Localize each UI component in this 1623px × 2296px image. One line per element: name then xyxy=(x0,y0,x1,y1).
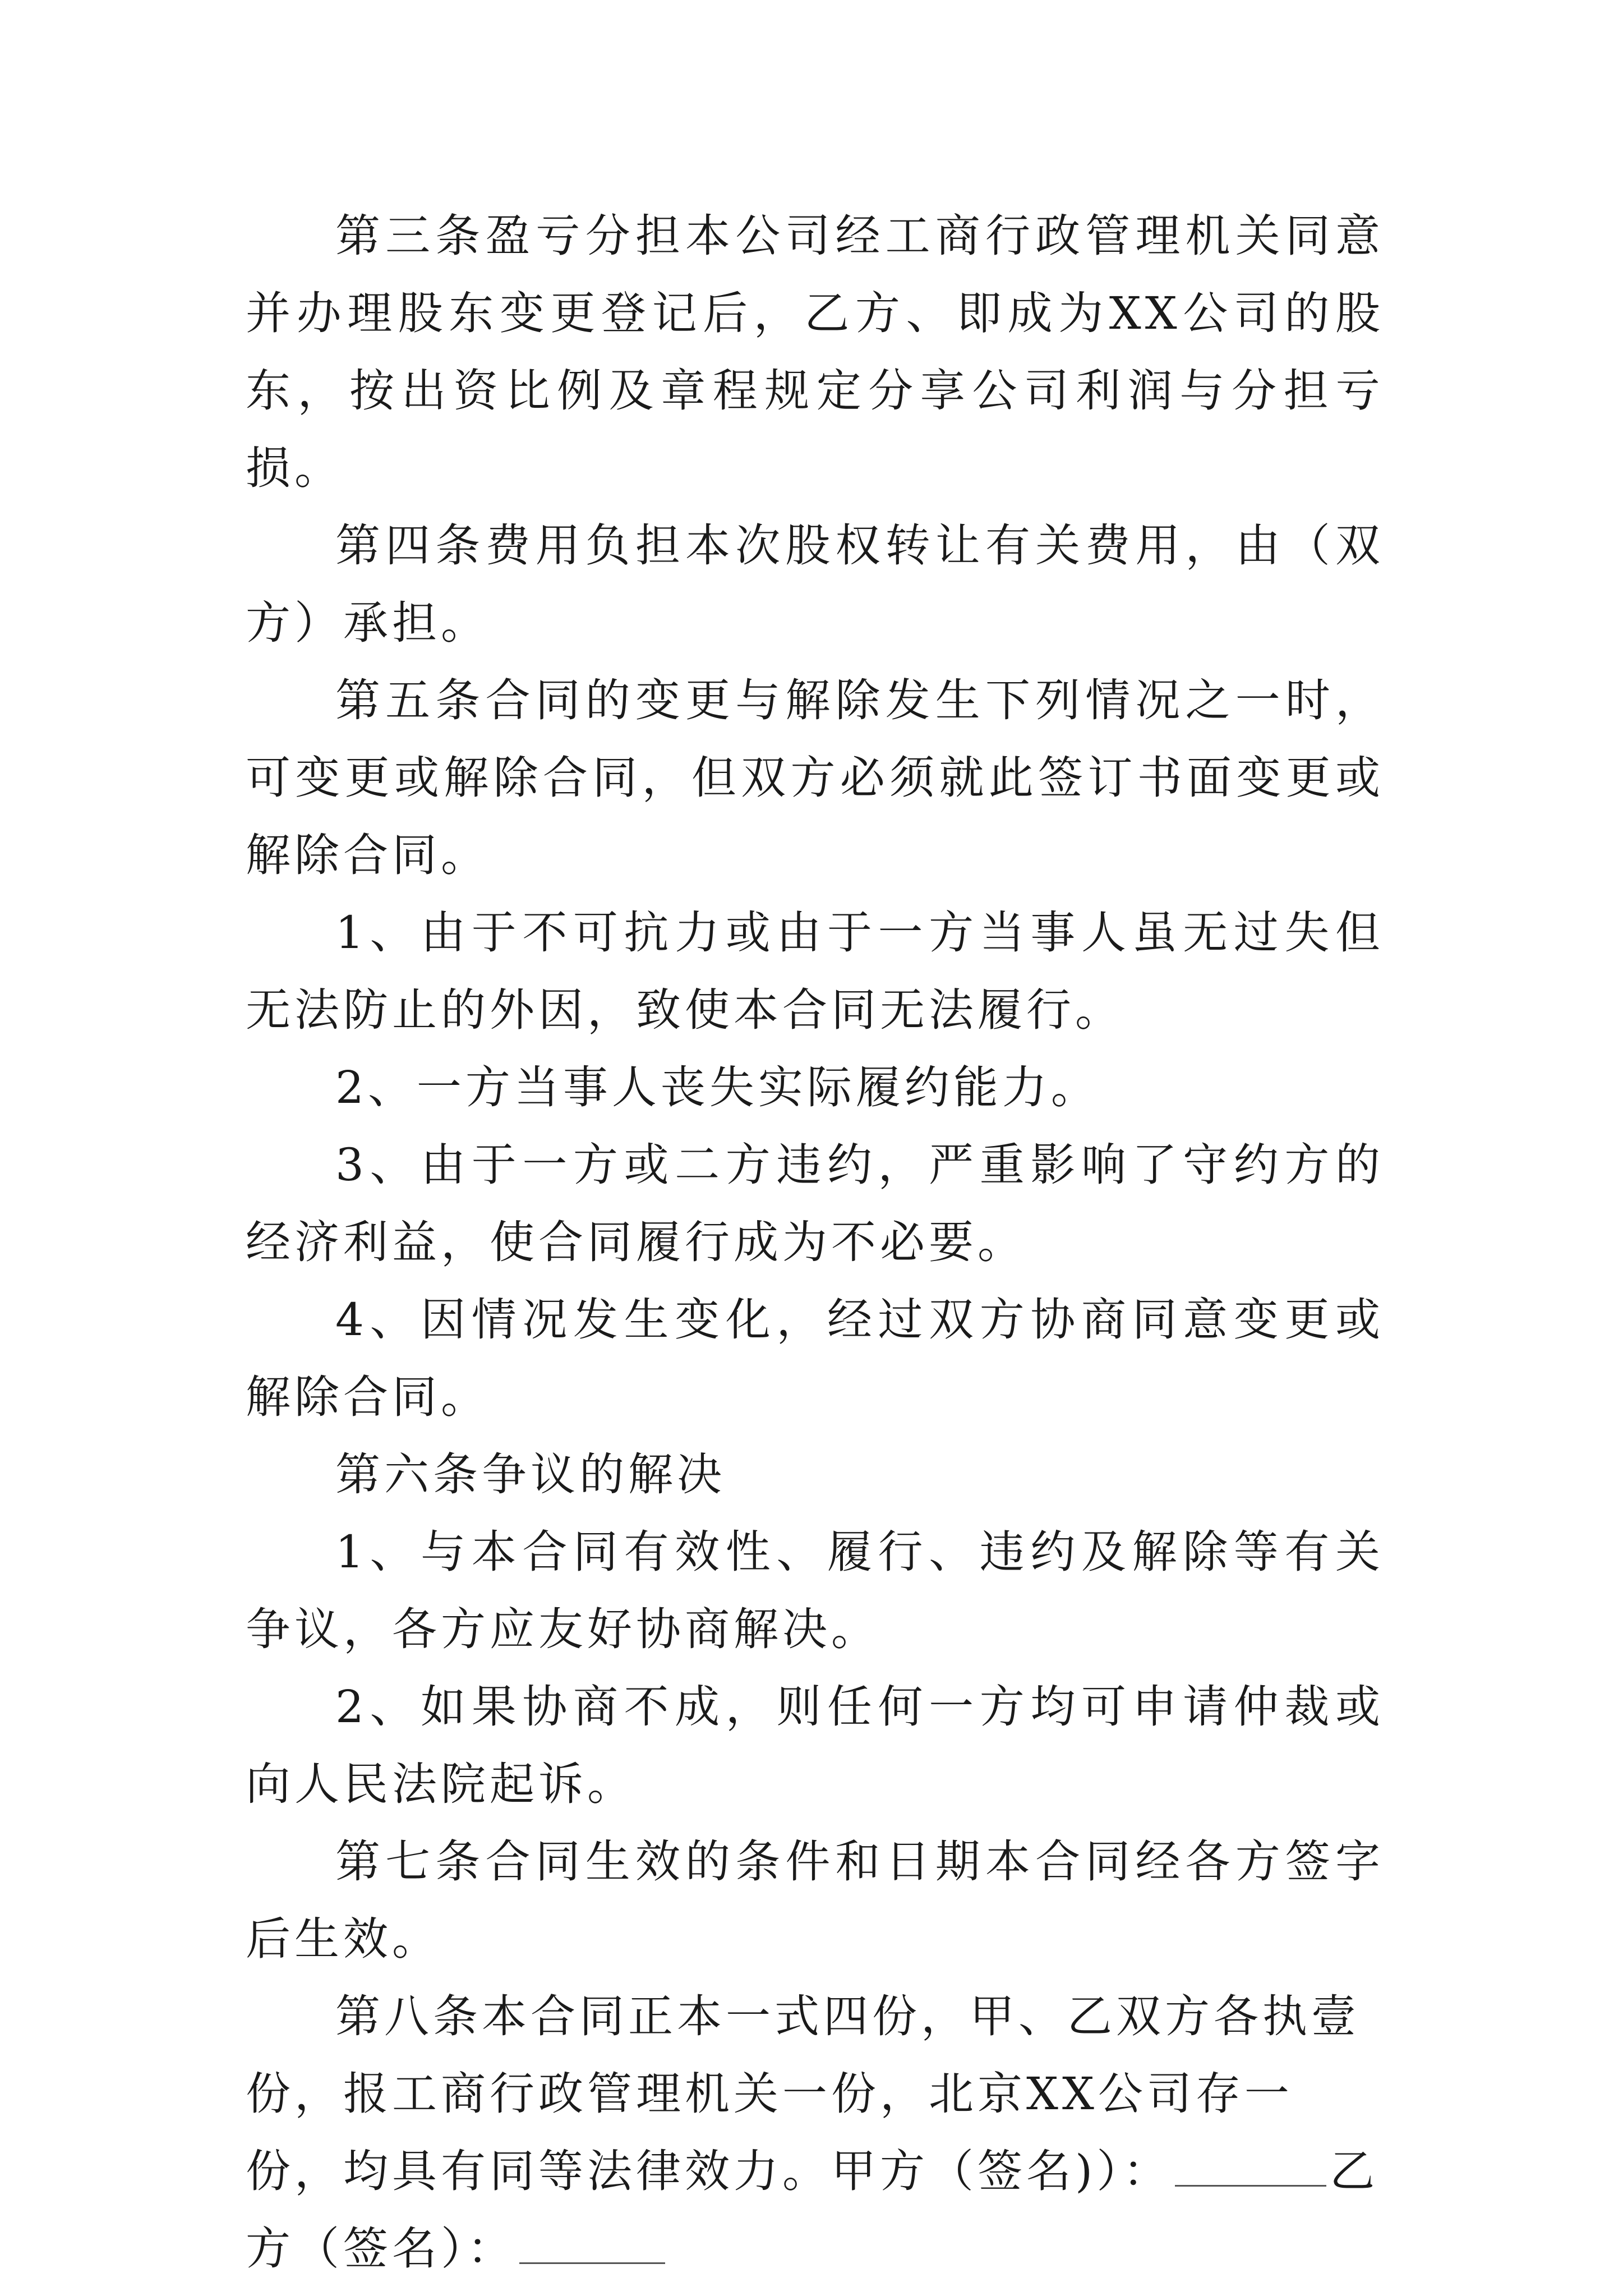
party-a-signature-label: 甲方（签名)）： xyxy=(831,2145,1172,2197)
party-a-signature-line[interactable] xyxy=(1175,2146,1326,2187)
party-b-signature-line[interactable] xyxy=(519,2223,665,2264)
clause-5-item-2: 2、一方当事人丧失实际履约能力。 xyxy=(335,1061,1100,1114)
party-b-signature-label: 乙方（签名）： xyxy=(246,2145,1379,2275)
clause-5-item-1: 1、由于不可抗力或由于一方当事人虽无过失但无法防止的外因，致使本合同无法履行。 xyxy=(246,907,1384,1036)
clause-8-copies-signatures xyxy=(246,1978,1384,2288)
contract-body xyxy=(246,197,1384,2288)
clause-6-item-2: 2、如果协商不成，则任何一方均可申请仲裁或向人民法院起诉。 xyxy=(246,1681,1384,1810)
clause-3-profit-loss: 第三条盈亏分担本公司经工商行政管理机关同意并办理股东变更登记后，乙方、即成为XX公司的股东，按出资比例及章程规定分享公司利润与分担亏损。 xyxy=(246,210,1384,494)
clause-5-item-4: 4、因情况发生变化，经过双方协商同意变更或解除合同。 xyxy=(246,1294,1384,1423)
clause-7-effectiveness: 第七条合同生效的条件和日期本合同经各方签字后生效。 xyxy=(246,1835,1384,1965)
clause-4-expenses: 第四条费用负担本次股权转让有关费用，由（双方）承担。 xyxy=(246,519,1384,649)
clause-8-text: 第八条本合同正本一式四份，甲、乙双方各执壹份，报工商行政管理机关一份，北京XX公司存一份，均具有同等法律效力。 xyxy=(246,1990,1360,2197)
clause-5-change-termination: 第五条合同的变更与解除发生下列情况之一时，可变更或解除合同，但双方必须就此签订书面变更或解除合同。 xyxy=(246,674,1384,881)
clause-5-item-3: 3、由于一方或二方违约，严重影响了守约方的经济利益，使合同履行成为不必要。 xyxy=(246,1139,1384,1268)
clause-6-heading: 第六条争议的解决 xyxy=(335,1448,726,1501)
clause-6-item-1: 1、与本合同有效性、履行、违约及解除等有关争议，各方应友好协商解决。 xyxy=(246,1526,1384,1655)
